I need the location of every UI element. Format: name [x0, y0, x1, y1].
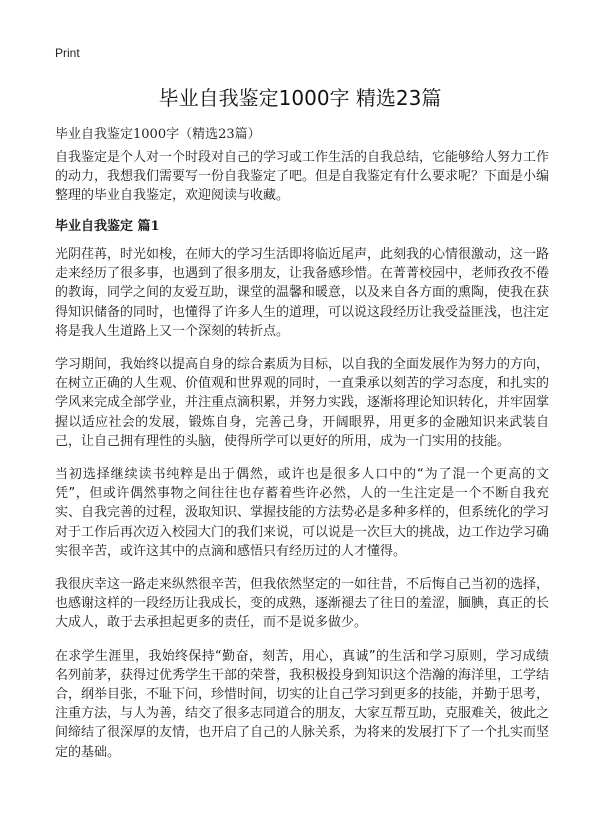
- print-link[interactable]: Print: [55, 46, 80, 60]
- body-paragraph: 我很庆幸这一路走来纵然很辛苦，但我依然坚定的一如往昔，不后悔自己当初的选择，也感谢这样的一段经历让我成长，变的成熟，逐渐褪去了往日的羞涩，腼腆，真正的长大成人，敢于去承担起更多的责任，而不是说多做少。: [55, 577, 550, 631]
- page-title: 毕业自我鉴定1000字 精选23篇: [158, 86, 442, 110]
- body-paragraph: 当初选择继续读书纯粹是出于偶然，或许也是很多人口中的“为了混一个更高的文凭”，但或许偶然事物之间往往也存蓄着些许必然，人的一生注定是一个不断自我充实、自我完善的过程，汲取知识、掌握技能的方法势必是多种多样的，但系统化的学习对于工作后再次迈入校园大门的我们来说，可以说是一次巨大的挑战，边工作边学习确实很辛苦，或许这其中的点滴和感悟只有经历过的人才懂得。: [55, 467, 550, 559]
- document-subtitle: 毕业自我鉴定1000字（精选23篇）: [55, 127, 261, 142]
- body-paragraph: 学习期间，我始终以提高自身的综合素质为目标，以自我的全面发展作为努力的方向，在树立正确的人生观、价值观和世界观的同时，一直秉承以刻苦的学习态度，和扎实的学风来完成全部学业，并注重点滴积累，并努力实践，逐渐将理论知识转化，并牢固掌握以适应社会的发展，锻炼自身，完善己身，开阔眼界，用更多的金融知识来武装自己，让自己拥有理性的头脑，使得所学可以更好的所用，成为一门实用的技能。: [55, 357, 550, 449]
- intro-paragraph: 自我鉴定是个人对一个时段对自己的学习或工作生活的自我总结，它能够给人努力工作的动力，我想我们需要写一份自我鉴定了吧。但是自我鉴定有什么要求呢？下面是小编整理的毕业自我鉴定，欢迎阅读与收藏。: [55, 150, 550, 203]
- body-paragraph: 光阴荏苒，时光如梭，在师大的学习生活即将临近尾声，此刻我的心情很激动，这一路走来经历了很多事，也遇到了很多朋友，让我备感珍惜。在菁菁校园中，老师孜孜不倦的教诲，同学之间的友爱互助，课堂的温馨和暖意，以及来自各方面的熏陶，使我在获得知识储备的同时，也懂得了许多人生的道理，可以说这段经历让我受益匪浅，也注定将是我人生道路上又一个深刻的转折点。: [55, 247, 550, 339]
- body-paragraph: 在求学生涯里，我始终保持“勤奋，刻苦，用心，真诚”的生活和学习原则，学习成绩名列前茅，获得过优秀学生干部的荣誉，我积极投身到知识这个浩瀚的海洋里，工学结合，纲举目张，不耻下问，珍惜时间，切实的让自己学习到更多的技能，并勤于思考，注重方法，与人为善，结交了很多志同道合的朋友，大家互帮互助，克服难关，彼此之间缔结了很深厚的友情，也开启了自己的人脉关系，为将来的发展打下了一个扎实而坚定的基础。: [55, 648, 550, 760]
- section-heading: 毕业自我鉴定 篇1: [55, 219, 160, 234]
- section-content: [55, 245, 549, 776]
